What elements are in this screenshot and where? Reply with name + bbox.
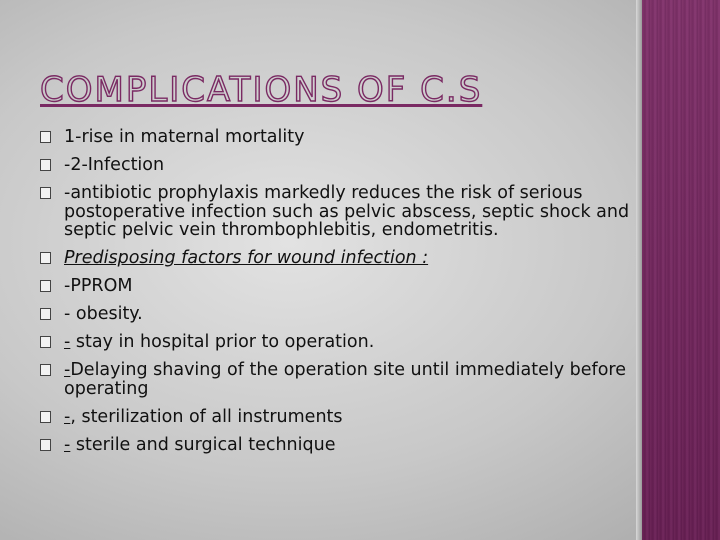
bullet-item bbox=[40, 333, 630, 352]
bullet-item bbox=[40, 408, 630, 427]
slide-title: COMPLICATIONS OF C.S bbox=[40, 70, 483, 110]
square-bullet-icon bbox=[40, 364, 51, 376]
bullet-prefix: - bbox=[64, 406, 71, 427]
square-bullet-icon bbox=[40, 187, 51, 199]
bullet-text: - obesity. bbox=[64, 304, 143, 324]
bullet-list bbox=[40, 128, 630, 464]
bullet-item bbox=[40, 277, 630, 296]
decorative-side-band bbox=[642, 0, 720, 540]
square-bullet-icon bbox=[40, 252, 51, 264]
bullet-item bbox=[40, 128, 630, 147]
square-bullet-icon bbox=[40, 411, 51, 423]
square-bullet-icon bbox=[40, 159, 51, 171]
bullet-prefix: - bbox=[64, 434, 71, 455]
square-bullet-icon bbox=[40, 280, 51, 292]
bullet-prefix: - bbox=[64, 360, 71, 380]
bullet-text: 1-rise in maternal mortality bbox=[64, 127, 305, 147]
bullet-item bbox=[40, 436, 630, 455]
bullet-item bbox=[40, 156, 630, 175]
bullet-item bbox=[40, 305, 630, 324]
square-bullet-icon bbox=[40, 439, 51, 451]
bullet-text: sterile and surgical technique bbox=[70, 434, 336, 455]
bullet-text: -2-Infection bbox=[64, 155, 165, 175]
square-bullet-icon bbox=[40, 131, 51, 143]
bullet-text: Delaying shaving of the operation site until immediately before operating bbox=[64, 360, 626, 399]
bullet-text: -antibiotic prophylaxis markedly reduces the risk of serious postoperative infection such as pelvic abscess, septic shock and septic pelvic vein thrombophlebitis, endometritis. bbox=[64, 183, 630, 240]
bullet-text: , sterilization of all instruments bbox=[70, 406, 343, 427]
square-bullet-icon bbox=[40, 308, 51, 320]
bullet-item bbox=[40, 184, 630, 240]
square-bullet-icon bbox=[40, 336, 51, 348]
bullet-prefix: - bbox=[64, 332, 71, 352]
bullet-item bbox=[40, 361, 630, 398]
bullet-text: Predisposing factors for wound infection : bbox=[64, 248, 429, 268]
bullet-item bbox=[40, 249, 630, 268]
bullet-text: -PPROM bbox=[64, 276, 133, 296]
bullet-text: stay in hospital prior to operation. bbox=[70, 332, 375, 352]
